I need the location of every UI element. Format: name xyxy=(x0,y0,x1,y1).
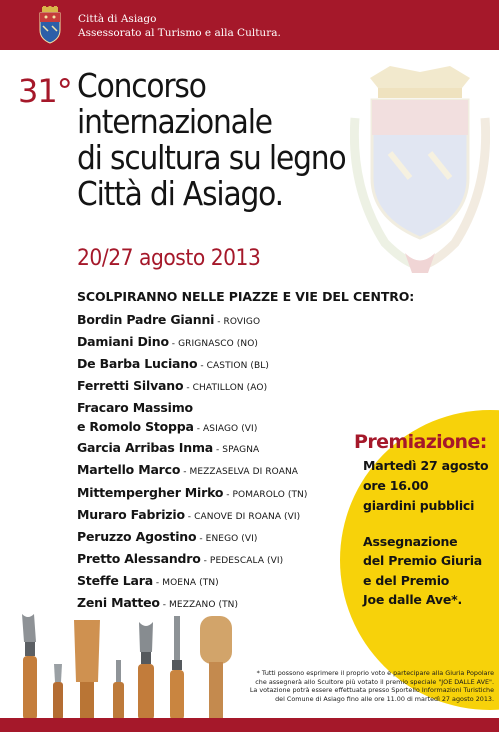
artists-intro: SCOLPIRANNO NELLE PIAZZE E VIE DEL CENTRO: xyxy=(77,289,415,304)
footnote xyxy=(216,669,494,703)
footnote-line-2: che assegnerà allo Scultore più votato il premio speciale "JOE DALLE AVE". xyxy=(255,677,494,686)
artist-name: Ferretti Silvano xyxy=(77,378,184,394)
artist-name: Bordin Padre Gianni xyxy=(77,312,215,327)
artist-item xyxy=(77,400,357,418)
artist-location: - ASIAGO (VI) xyxy=(193,424,258,435)
footnote-line-1: * Tutti possono esprimere il proprio voto e partecipare alla Giuria Popolare xyxy=(256,669,494,677)
artist-list xyxy=(77,310,357,615)
footnote-line-4: del Comune di Asiago fino alle ore 11.00 di martedì 27 agosto 2013. xyxy=(275,694,494,703)
artist-name: De Barba Luciano xyxy=(77,356,198,372)
artist-name: Martello Marco xyxy=(77,462,181,478)
award-time: ore 16.00 xyxy=(363,478,429,493)
artist-item xyxy=(77,332,357,354)
artist-item xyxy=(77,483,357,505)
event-dates: 20/27 agosto 2013 xyxy=(77,246,261,271)
award-title: Premiazione: xyxy=(354,431,487,453)
title-line-4: Città di Asiago. xyxy=(77,174,283,213)
header-city: Città di Asiago xyxy=(78,13,157,25)
artist-item xyxy=(77,418,357,438)
header-department: Assessorato al Turismo e alla Cultura. xyxy=(78,27,281,39)
artist-name: Zeni Matteo xyxy=(77,595,160,611)
artist-location: - SPAGNA xyxy=(213,445,260,456)
award-place: giardini pubblici xyxy=(363,498,475,513)
title-line-3: di scultura su legno xyxy=(77,138,346,177)
artist-location: - ENEGO (VI) xyxy=(196,533,258,544)
artist-location: - ROVIGO xyxy=(214,317,261,327)
artist-name: Muraro Fabrizio xyxy=(77,506,185,522)
artist-name: Pretto Alessandro xyxy=(77,550,201,566)
award-text-2: del Premio Giuria xyxy=(363,553,483,568)
artist-item xyxy=(77,527,357,549)
artist-location: - GRIGNASCO (NO) xyxy=(168,339,259,350)
artist-location: - POMAROLO (TN) xyxy=(223,489,308,500)
header-text xyxy=(78,12,281,40)
artist-item xyxy=(77,354,357,376)
award-text-3: e del Premio xyxy=(363,573,450,588)
page-title xyxy=(77,68,347,212)
watermark-crest-icon xyxy=(350,58,490,273)
artist-name: Garcia Arribas Inma xyxy=(77,440,214,456)
artist-name: Steffe Lara xyxy=(77,572,153,588)
city-crest-icon xyxy=(36,6,64,44)
artist-location: - MOENA (TN) xyxy=(152,577,219,588)
artist-name: e Romolo Stoppa xyxy=(77,419,194,435)
artist-name: Mittempergher Mirko xyxy=(77,484,224,500)
artist-item xyxy=(77,438,357,460)
artist-location: - MEZZASELVA DI ROANA xyxy=(180,467,299,478)
artist-item xyxy=(77,376,357,398)
carving-tools-icon xyxy=(14,612,244,720)
artist-name: Fracaro Massimo xyxy=(77,400,193,416)
award-text-1: Assegnazione xyxy=(363,534,458,549)
artist-item xyxy=(77,549,357,571)
artist-item xyxy=(77,310,357,332)
title-line-2: internazionale xyxy=(77,102,272,141)
artist-name: Damiani Dino xyxy=(77,334,169,350)
artist-location: - CANOVE DI ROANA (VI) xyxy=(184,511,301,522)
artist-item xyxy=(77,460,357,482)
artist-item xyxy=(77,505,357,527)
header-bar xyxy=(0,0,499,50)
artist-location: - CASTION (BL) xyxy=(197,361,270,372)
edition-number: 31° xyxy=(18,72,72,110)
artist-location: - PEDESCALA (VI) xyxy=(200,555,284,566)
artist-location: - MEZZANO (TN) xyxy=(159,600,239,611)
artist-location: - CHATILLON (AO) xyxy=(183,383,268,394)
footer-bar xyxy=(0,718,499,732)
award-date: Martedì 27 agosto xyxy=(363,458,489,473)
footnote-line-3: La votazione potrà essere effettuata presso Sportello Informazioni Turistiche xyxy=(249,686,494,695)
award-text-4: Joe dalle Ave*. xyxy=(363,592,462,607)
artist-item xyxy=(77,571,357,593)
artist-name: Peruzzo Agostino xyxy=(77,528,197,544)
title-line-1: Concorso xyxy=(77,66,206,105)
